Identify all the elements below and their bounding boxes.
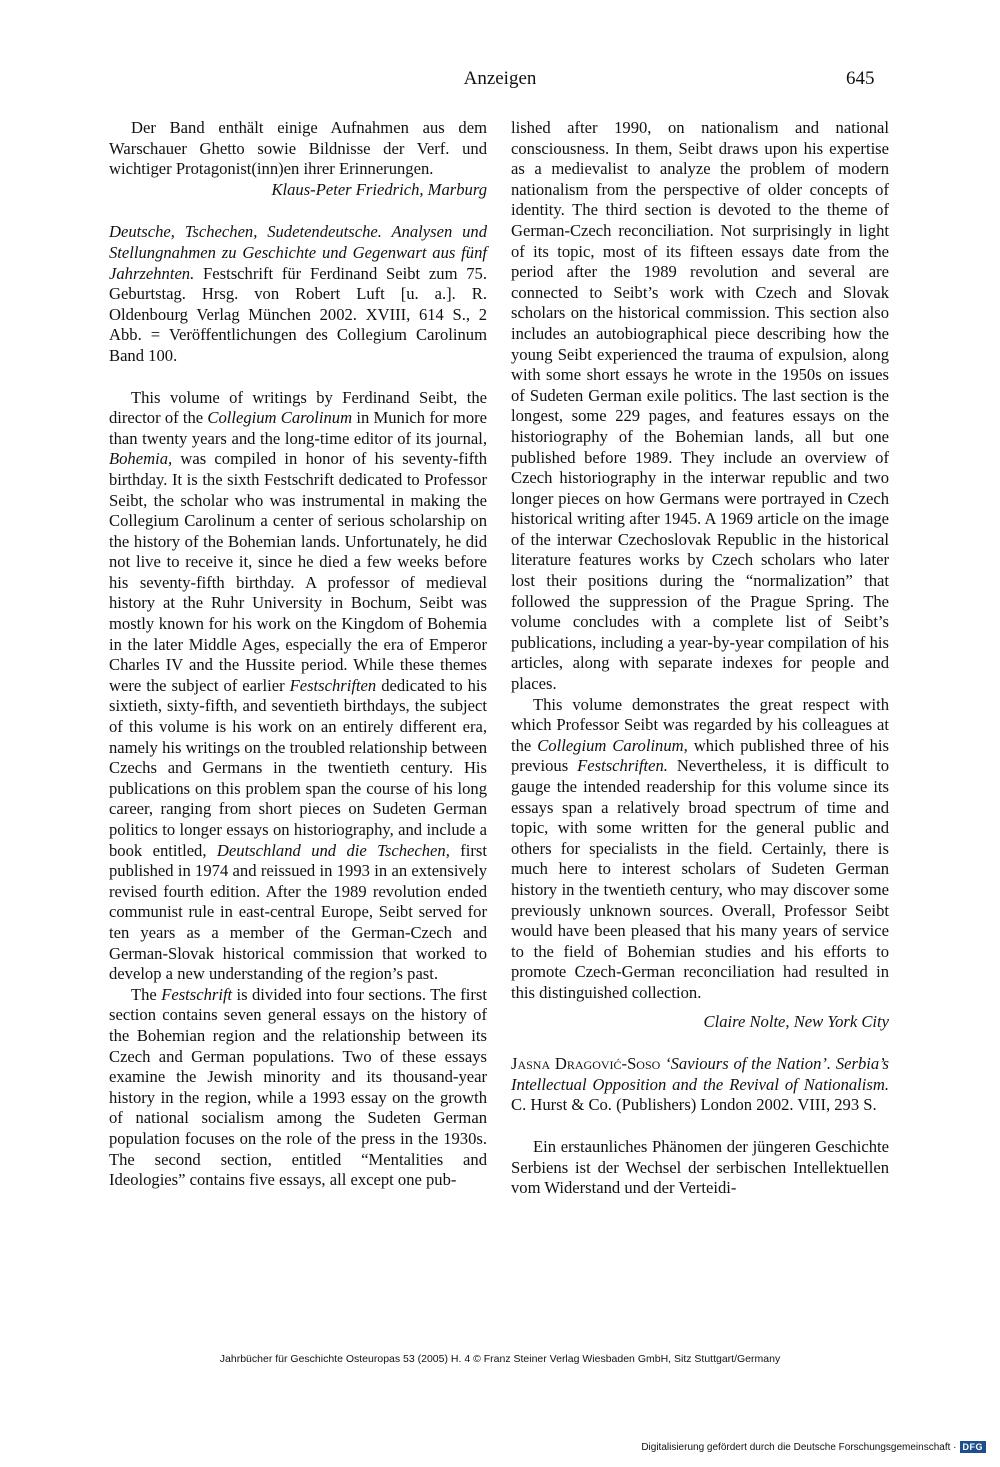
review-paragraph-4 <box>511 695 889 1004</box>
text-run: Nevertheless, it is difficult to gauge the intended readership for this volume since its essays span a relatively broad spectrum of time and topic, with some written for the general public and others for specialists in the field. Certainly, there is much here to interest scholars of Sudeten German history in the twentieth century, who may discover some previously unknown sources. Overall, Professor Seibt would have been pleased that his many years of service to the field of Bohemian studies and his efforts to promote Czech-German reconciliation had resulted in this distinguished collection. <box>511 756 889 1002</box>
italic-run: Collegium Carolinum <box>207 408 353 428</box>
journal-citation-footer: Jahrbücher für Geschichte Osteuropas 53 (2005) H. 4 © Franz Steiner Verlag Wiesbaden GmbH, Sitz Stuttgart/Germany <box>219 1353 781 1365</box>
italic-run: Bohemia, <box>109 449 173 469</box>
text-run: dedicated to his sixtieth, sixty-fifth, and seventieth birthdays, the subject of this volume is his work on an entirely different era, namely his writings on the troubled relationship between Czechs and Germans in the twentieth century. His publications on this problem span the course of his long career, ranging from short pieces on Sudeten German politics to longer essays on historiography, and include a book entitled, <box>109 675 487 860</box>
bibliographic-entry-2 <box>511 1054 889 1116</box>
bibliographic-entry-1 <box>109 222 487 366</box>
text-run: was compiled in honor of his seventy-fifth birthday. It is the sixth Festschrift dedicated to Professor Seibt, the scholar who was instrumental in making the Collegium Carolinum a center of serious scholarship on the history of the Bohemian lands. Unfortunately, he did not live to receive it, since he died a few weeks before his seventy-fifth birthday. A professor of medieval history at the Ruhr University in Bochum, Seibt was mostly known for his work on the Kingdom of Bohemia in the later Middle Ages, especially the era of Emperor Charles IV and the Hussite period. While these themes were the subject of earlier <box>109 449 487 695</box>
review-paragraph-2 <box>109 985 487 1191</box>
author-name: Jasna Dragović-Soso <box>511 1054 661 1074</box>
text-run: This volume demonstrates the great respect with which Professor Seibt was regarded by his colleagues at the <box>511 694 889 755</box>
text-run: The <box>131 984 162 1004</box>
dfg-logo-icon: DFG <box>960 1441 987 1453</box>
digitization-notice <box>641 1441 986 1453</box>
italic-run: Festschriften <box>289 675 377 695</box>
review-paragraph-5: Ein erstaunliches Phänomen der jüngeren Geschichte Serbiens ist der Wechsel der serbischen Intellektuellen vom Widerstand und der Verteidi- <box>511 1136 889 1198</box>
text-run: first published in 1974 and reissued in 1993 in an extensively revised fourth edition. After the 1989 revolution ended communist rule in east-central Europe, Seibt served for ten years as a member of the German-Czech and German-Slovak historical commission that worked to develop a new understanding of the region’s past. <box>109 840 487 984</box>
text-run: This volume of writings by Ferdinand Seibt, the director of the <box>109 387 487 428</box>
left-column <box>109 118 487 1191</box>
text-run: which published three of his previous <box>511 735 889 776</box>
italic-run: Deutschland und die Tschechen, <box>216 840 450 860</box>
review-paragraph-1 <box>109 388 487 985</box>
reviewer-signature-2: Claire Nolte, New York City <box>703 1011 889 1031</box>
reviewer-signature-1: Klaus-Peter Friedrich, Marburg <box>271 179 487 199</box>
italic-run: Festschrift <box>161 984 233 1004</box>
book-details-1: Festschrift für Ferdinand Seibt zum 75. Geburtstag. Hrsg. von Robert Luft [u. a.]. R. Oldenbourg Verlag München 2002. XVIII, 614 S., 2 Abb. = Veröffentlichungen des Collegium Carolinum Band 100. <box>109 263 487 365</box>
right-column <box>511 118 889 1199</box>
italic-run: Festschriften. <box>577 756 668 776</box>
intro-paragraph: Der Band enthält einige Aufnahmen aus dem Warschauer Ghetto sowie Bildnisse der Verf. und wichtiger Protagonist(inn)en ihrer Erinnerungen. <box>109 118 487 179</box>
review-paragraph-3: lished after 1990, on nationalism and national consciousness. In them, Seibt draws upon his expertise as a medievalist to analyze the problem of modern nationalism from the perspective of older concepts of identity. The third section is devoted to the theme of German-Czech reconciliation. Not surprisingly in light of its topic, most of its fifteen essays date from the period after the 1989 revolution and several are connected to Seibt’s work with Czech and Slovak scholars on the historical commission. This section also includes an autobiographical piece describing how the young Seibt experienced the trauma of expulsion, along with some short essays he wrote in the 1950s on issues of Sudeten German exile politics. The last section is the longest, some 229 pages, and features essays on the historiography of the Bohemian lands, all but one published before 1989. They include an overview of Czech historiography in the interwar republic and two longer pieces on how Germans were portrayed in Czech historical writing after 1945. A 1969 article on the image of the interwar Czechoslovak Republic in the historical literature features works by Czech scholars who later lost their positions during the “normalization” that followed the suppression of the Prague Spring. The volume concludes with a complete list of Seibt’s publications, including a year-by-year compilation of his articles, along with separate indexes for people and places. <box>511 118 889 694</box>
book-title-2: ‘Saviours of the Nation’. Serbia’s Intellectual Opposition and the Revival of Nationalism. <box>511 1054 889 1094</box>
italic-run: Collegium Carolinum, <box>537 735 688 755</box>
book-details-2: C. Hurst & Co. (Publishers) London 2002. VIII, 293 S. <box>511 1095 877 1115</box>
digitization-text: Digitalisierung gefördert durch die Deutsche Forschungsgemeinschaft · <box>641 1441 957 1453</box>
text-run: in Munich for more than twenty years and the long-time editor of its journal, <box>109 408 488 448</box>
text-run: is divided into four sections. The first section contains seven general essays on the history of the Bohemian region and the relationship between its Czech and German populations. Two of these essays examine the Jewish minority and its thousand-year history in the region, while a 1993 essay on the growth of national socialism among the Sudeten German population focuses on the role of the press in the 1930s. The second section, entitled “Mentalities and Ideologies” contains five essays, all except one pub- <box>109 984 487 1190</box>
book-title-1: Deutsche, Tschechen, Sudetendeutsche. Analysen und Stellungnahmen zu Geschichte und Gegenwart aus fünf Jahrzehnten. <box>109 222 487 283</box>
running-head: Anzeigen <box>463 68 537 89</box>
page-number: 645 <box>846 68 875 89</box>
